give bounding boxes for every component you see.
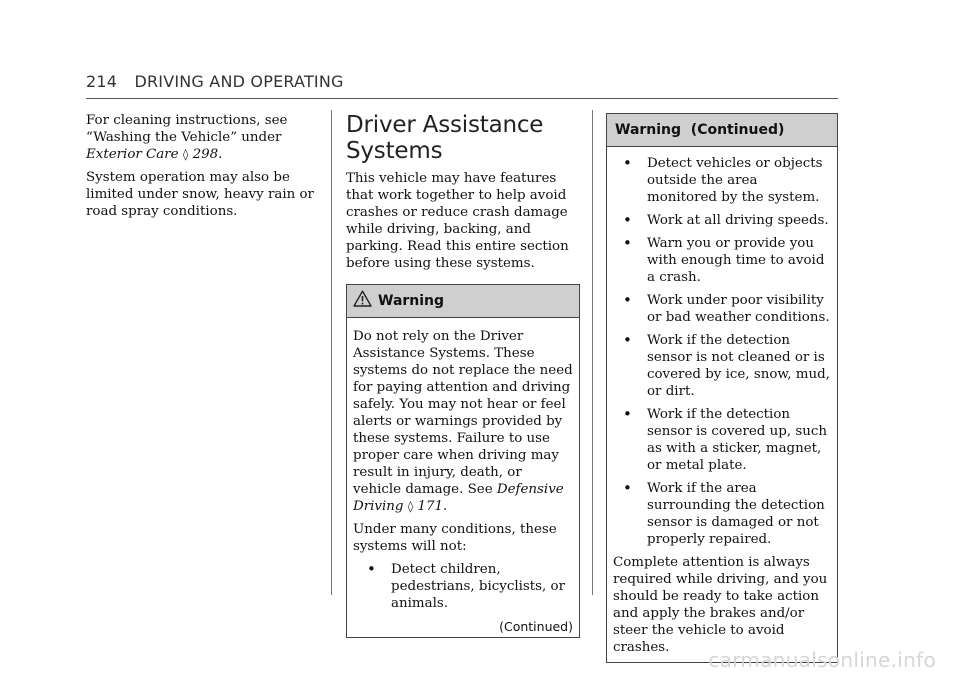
warning-continued-header (607, 114, 837, 147)
warning-box (346, 284, 580, 638)
section-heading: Driver Assistance Systems (346, 112, 544, 164)
warning-continued-box (606, 113, 838, 663)
cleaning-paragraph: For cleaning instructions, see “Washing the Vehicle” under Exterior Care ◊ 298. (86, 113, 288, 162)
bullet-icon: • (623, 291, 632, 309)
bullet-icon: • (623, 479, 632, 497)
page-number: 214 (86, 72, 118, 91)
list-item: • Work if the area surrounding the detection sensor is damaged or not properly repaired. (623, 479, 825, 547)
defensive-driving-link[interactable]: Defensive Driving (353, 482, 564, 514)
warning-text: Do not rely on the Driver Assistance Systems. These systems do not replace the need for paying attention and driving safely. You may not hear or feel alerts or warnings provided by these systems. Failure to use proper care when driving may result in injury, death, or vehicle damage. See (353, 329, 573, 497)
section-title: DRIVING AND OPERATING (134, 72, 344, 91)
column-left (86, 112, 316, 226)
bullet-icon: • (367, 560, 376, 578)
warning-header (347, 285, 579, 318)
exterior-care-page[interactable]: 298 (192, 147, 219, 162)
closing-paragraph: Complete attention is always required while driving, and you should be ready to take action and apply the brakes and/or steer the vehicle to avoid crashes. (613, 555, 828, 655)
page-header (86, 72, 344, 91)
list-item: • Work if the detection sensor is covered up, such as with a sticker, magnet, or metal plate. (623, 405, 827, 473)
bullet-icon: • (623, 331, 632, 349)
bullet-icon: • (623, 154, 632, 172)
continued-label: (Continued) (499, 619, 573, 634)
intro-paragraph: This vehicle may have features that work together to help avoid crashes or reduce crash damage while driving, backing, and parking. Read this entire section before using these systems. (346, 171, 569, 271)
list-item: • Work under poor visibility or bad weather conditions. (623, 291, 830, 325)
list-item: • Detect vehicles or objects outside the area monitored by the system. (623, 154, 823, 205)
bullet-icon: • (623, 405, 632, 423)
warning-triangle-icon (353, 290, 372, 312)
bullet-icon: • (623, 211, 632, 229)
warning-continued-label: Warning (Continued) (615, 121, 785, 138)
reference-arrow-icon: ◊ (407, 500, 414, 513)
limitation-paragraph: System operation may also be limited under snow, heavy rain or road spray conditions. (86, 170, 314, 219)
warning-body (347, 318, 579, 612)
watermark: carmanualsonline.info (708, 648, 936, 672)
warning-bullet-list (353, 561, 573, 612)
list-item: • Work at all driving speeds. (623, 211, 829, 229)
warning-paragraph: Do not rely on the Driver Assistance Systems. These systems do not replace the need for paying attention and driving safely. You may not hear or feel alerts or warnings provided by these systems. Failure to use proper care when driving may result in injury, death, or vehicle damage. See Defensive Driving ◊ 171. (353, 329, 573, 514)
header-divider (86, 98, 838, 99)
list-item: • Work if the detection sensor is not cleaned or is covered by ice, snow, mud, or dirt. (623, 331, 830, 399)
reference-arrow-icon: ◊ (182, 148, 189, 161)
bullet-icon: • (623, 234, 632, 252)
warning-label: Warning (378, 292, 445, 309)
conditions-paragraph: Under many conditions, these systems will not: (353, 522, 557, 554)
column-divider-right (592, 110, 593, 595)
defensive-driving-page[interactable]: 171 (417, 499, 443, 514)
column-divider-left (331, 110, 332, 595)
exterior-care-link[interactable]: Exterior Care (86, 147, 179, 162)
column-middle (346, 112, 580, 638)
column-right (606, 113, 838, 663)
cleaning-text: For cleaning instructions, see “Washing the Vehicle” under (86, 113, 288, 145)
list-item: • Warn you or provide you with enough time to avoid a crash. (623, 234, 825, 285)
warning-continued-body (607, 147, 837, 662)
list-item: • Detect children, pedestrians, bicyclists, or animals. (367, 560, 566, 611)
warning-continued-bullet-list (613, 155, 831, 548)
